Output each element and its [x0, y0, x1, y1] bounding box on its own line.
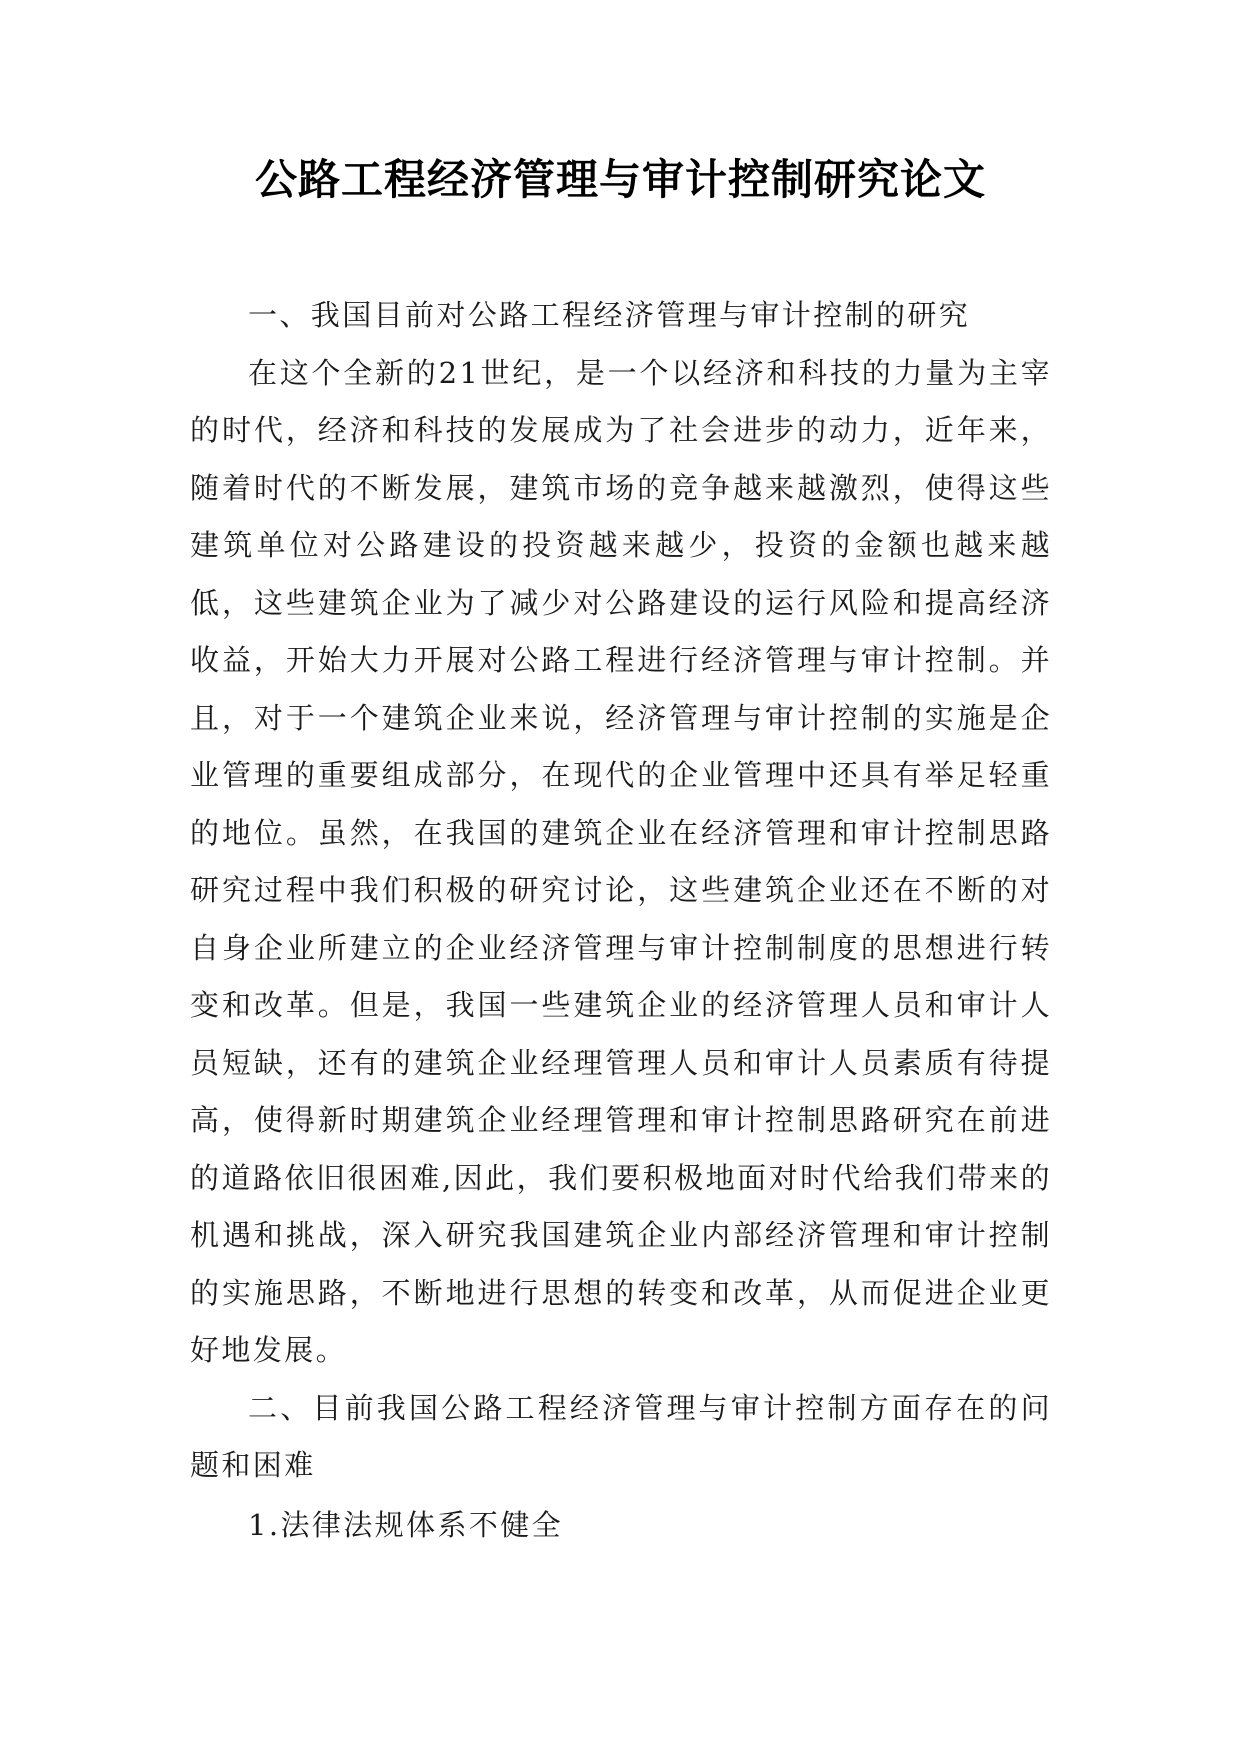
document-body	[190, 287, 1052, 1554]
section-heading-1: 一、我国目前对公路工程经济管理与审计控制的研究	[248, 298, 971, 332]
subsection-heading: 1.法律法规体系不健全	[248, 1507, 564, 1542]
section-heading-2: 二、目前我国公路工程经济管理与审计控制方面存在的问题和困难	[190, 1390, 1052, 1482]
body-paragraph: 在这个全新的21世纪，是一个以经济和科技的力量为主宰的时代，经济和科技的发展成为了社会进步的动力，近年来，随着时代的不断发展，建筑市场的竞争越来越激烈，使得这些建筑单位对公路建设的投资越来越少，投资的金额也越来越低，这些建筑企业为了减少对公路建设的运行风险和提高经济收益，开始大力开展对公路工程进行经济管理与审计控制。并且，对于一个建筑企业来说，经济管理与审计控制的实施是企业管理的重要组成部分，在现代的企业管理中还具有举足轻重的地位。虽然，在我国的建筑企业在经济管理和审计控制思路研究过程中我们积极的研究讨论，这些建筑企业还在不断的对自身企业所建立的企业经济管理与审计控制制度的思想进行转变和改革。但是，我国一些建筑企业的经济管理人员和审计人员短缺，还有的建筑企业经理管理人员和审计人员素质有待提高，使得新时期建筑企业经理管理和审计控制思路研究在前进的道路依旧很困难,因此，我们要积极地面对时代给我们带来的机遇和挑战，深入研究我国建筑企业内部经济管理和审计控制的实施思路，不断地进行思想的转变和改革，从而促进企业更好地发展。	[190, 355, 1052, 1367]
document-title: 公路工程经济管理与审计控制研究论文	[254, 155, 986, 204]
